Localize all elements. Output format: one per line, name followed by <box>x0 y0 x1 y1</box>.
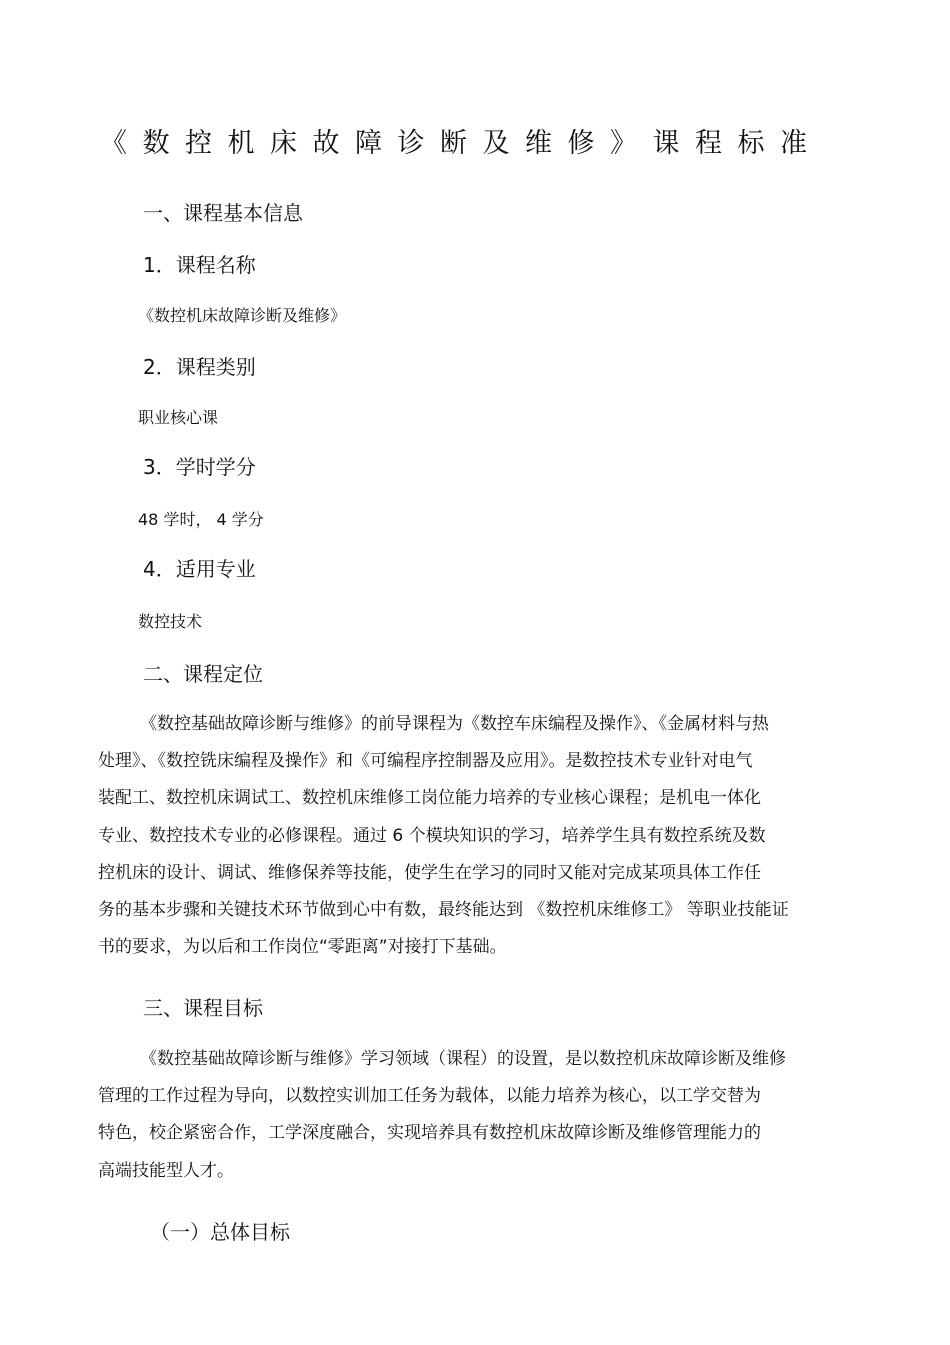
paragraph-line: 《数控基础故障诊断与维修》的前导课程为《数控车床编程及操作》、《金属材料与热 <box>140 714 769 734</box>
item-value-hours-credits: 48 学时， 4 学分 <box>138 510 264 529</box>
paragraph-line: 《数控基础故障诊断与维修》学习领域（课程）的设置，是以数控机床故障诊断及维修 <box>140 1049 786 1069</box>
paragraph-line: 装配工、数控机床调试工、数控机床维修工岗位能力培养的专业核心课程；是机电一体化 <box>98 788 761 809</box>
section-heading-positioning: 二、课程定位 <box>143 662 263 686</box>
item-value-course-name: 《数控机床故障诊断及维修》 <box>138 306 347 325</box>
item-value-applicable-major: 数控技术 <box>138 612 203 631</box>
paragraph-line: 特色，校企紧密合作，工学深度融合，实现培养具有数控机床故障诊断及维修管理能力的 <box>98 1123 761 1144</box>
paragraph-line: 高端技能型人才。 <box>98 1160 234 1181</box>
paragraph-positioning <box>98 706 858 966</box>
paragraph-objectives <box>98 1041 858 1190</box>
subheading-overall-objectives: （一）总体目标 <box>150 1220 290 1244</box>
paragraph-line: 处理》、《数控铣床编程及操作》和《可编程序控制器及应用》。是数控技术专业针对电气 <box>98 751 753 772</box>
paragraph-line: 专业、数控技术专业的必修课程。通过 6 个模块知识的学习，培养学生具有数控系统及数 <box>98 825 766 846</box>
item-label-applicable-major: 4．适用专业 <box>143 557 256 581</box>
paragraph-line: 控机床的设计、调试、维修保养等技能，使学生在学习的同时又能对完成某项具体工作任 <box>98 862 761 883</box>
item-label-hours-credits: 3．学时学分 <box>143 455 256 479</box>
paragraph-line: 务的基本步骤和关键技术环节做到心中有数，最终能达到 《数控机床维修工》 等职业技能证 <box>98 899 789 920</box>
section-heading-basic-info: 一、课程基本信息 <box>143 201 303 225</box>
section-heading-objectives: 三、课程目标 <box>143 996 263 1020</box>
paragraph-line: 管理的工作过程为导向，以数控实训加工任务为载体，以能力培养为核心，以工学交替为 <box>98 1086 761 1107</box>
item-label-course-name: 1．课程名称 <box>143 253 256 277</box>
paragraph-line: 书的要求，为以后和工作岗位“零距离”对接打下基础。 <box>98 937 507 958</box>
document-title: 《数控机床故障诊断及维修》课程标准 <box>100 128 823 159</box>
item-value-course-category: 职业核心课 <box>138 408 219 427</box>
item-label-course-category: 2．课程类别 <box>143 355 256 379</box>
